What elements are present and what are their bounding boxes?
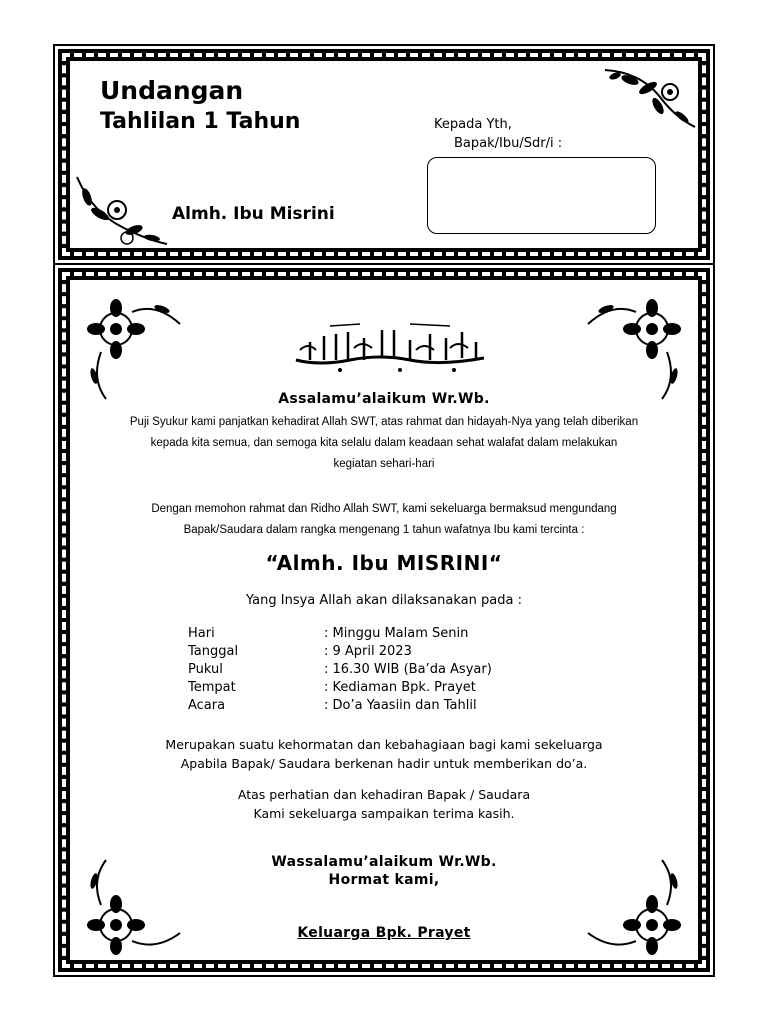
floral-corner-top-left [76,294,186,404]
detail-value: : 9 April 2023 [324,644,412,659]
closing-block [70,853,698,889]
opening-greeting: Assalamu’alaikum Wr.Wb. [278,391,490,407]
gratitude-line-3: kegiatan sehari-hari [333,458,435,470]
honor-paragraph [70,735,698,773]
family-signature: Keluarga Bpk. Prayet [297,925,471,941]
schedule-intro: Yang Insya Allah akan dilaksanakan pada : [246,593,522,608]
thanks-line-2: Kami sekeluarga sampaikan terima kasih. [253,806,515,821]
detail-label: Hari [188,626,215,641]
detail-row-day [188,626,468,641]
detail-row-date [188,644,412,659]
deceased-name-header: Almh. Ibu Misrini [172,204,335,224]
regards-text: Hormat kami, [328,872,440,888]
detail-value: : Do’a Yaasiin dan Tahlil [324,698,477,713]
invitation-paragraph [70,499,698,541]
detail-label: Tempat [188,680,236,695]
gratitude-line-2: kepada kita semua, dan semoga kita selalu dalam keadaan sehat walafat dalam melakukan [150,437,618,449]
gratitude-paragraph [70,412,698,475]
closing-greeting: Wassalamu’alaikum Wr.Wb. [271,854,497,870]
detail-label: Tanggal [188,644,239,659]
honor-line-1: Merupakan suatu kehormatan dan kebahagiaan bagi kami sekeluarga [165,737,603,752]
deceased-name-main: “Almh. Ibu MISRINI“ [265,551,503,575]
recipient-label: Kepada Yth, [434,117,512,132]
invitation-line-1: Dengan memohon rahmat dan Ridho Allah SWT, kami sekeluarga bermaksud mengundang [151,503,617,515]
invitation-title: Undangan [100,76,244,105]
detail-label: Acara [188,698,226,713]
detail-value: : Kediaman Bpk. Prayet [324,680,476,695]
floral-ornament-top-right [600,62,700,132]
gratitude-line-1: Puji Syukur kami panjatkan kehadirat Allah SWT, atas rahmat dan hidayah-Nya yang telah diberikan [129,416,639,428]
recipient-line: Bapak/Ibu/Sdr/i : [454,136,563,151]
thanks-line-1: Atas perhatian dan kehadiran Bapak / Saudara [237,787,531,802]
detail-row-time [188,662,492,677]
invitation-subtitle: Tahlilan 1 Tahun [100,109,301,134]
detail-row-place [188,680,476,695]
detail-label: Pukul [188,662,223,677]
recipient-address-box [427,157,656,234]
bismillah-calligraphy [290,320,490,376]
detail-value: : 16.30 WIB (Ba’da Asyar) [324,662,492,677]
floral-corner-top-right [582,294,692,404]
invitation-line-2: Bapak/Saudara dalam rangka mengenang 1 tahun wafatnya Ibu kami tercinta : [183,524,585,536]
detail-row-event [188,698,477,713]
detail-value: : Minggu Malam Senin [324,626,469,641]
thanks-paragraph [70,785,698,823]
honor-line-2: Apabila Bapak/ Saudara berkenan hadir untuk memberikan do’a. [180,756,588,771]
floral-ornament-top-left [72,172,172,252]
